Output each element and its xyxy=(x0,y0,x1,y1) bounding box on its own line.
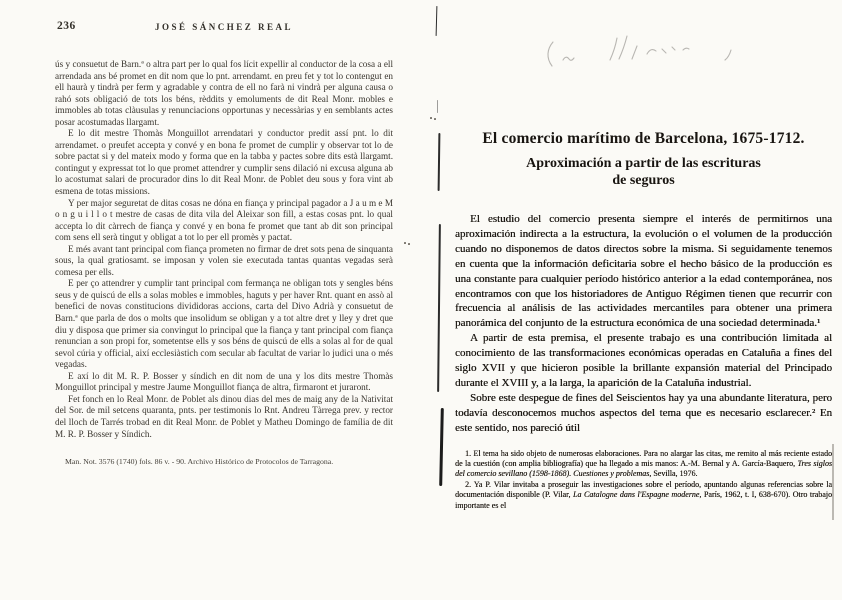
left-page-header xyxy=(55,20,393,35)
article-subtitle-line1: Aproximación a partir de las escrituras xyxy=(526,156,761,171)
paragraph: Y per major seguretat de ditas cosas ne dóna en fiança y principal pagador a J a u m e M o n g u i l l o t mestre de casas de dita vila del Aleixar son fill, a estas cosas pnt. lo qual accepta lo dit càrrech de fiança y convé y en bona fe promet que tant ab dit son principal com sens ell serà tingut y obligat a tot lo per ell promès y pactat. xyxy=(55,197,393,243)
paragraph: E lo dit mestre Thomàs Monguillot arrendatari y conductor predit assí pnt. lo dit arrendamet. o preufet accepta y convé y en bona fe promet de cumplir y observar tot lo de sobre pactat si y del mateix modo y forma que en la tabba y pactes sobre dits està llargamt. contingut y expressat tot lo que promet attendrer y cumplir sens dilació ni excusa alguna ab lo acostumat salari de procurador dins lo dit Real Monr. de Poblet deu sous y fora vint ab esmena de totas missions. xyxy=(55,128,393,197)
page-fold-line xyxy=(436,6,438,36)
page-number: 236 xyxy=(57,20,76,32)
scan-artifact xyxy=(430,117,432,119)
scan-artifact xyxy=(434,118,436,120)
paragraph: El estudio del comercio presenta siempre el interés de permitirnos una aproximación indirecta a la estructura, la evolución o el volumen de la producción cuando no disponemos de datos directos sobre la misma. Si seguidamente tenemos en cuenta que la información deficitaria sobre el hecho básico de la producción es una constante para cualquier período histórico anterior a la edad contemporánea, nos encontramos con que los historiadores de Antiguo Régimen tienen que recurrir con frecuencia al análisis de las actividades mercantiles para obtener una primera panorámica del conjunto de la estructura económica de una sociedad determinada.¹ xyxy=(455,213,832,330)
page-fold-line xyxy=(439,408,444,486)
running-header: JOSÉ SÁNCHEZ REAL xyxy=(154,22,294,32)
paragraph: Fet fonch en lo Real Monr. de Poblet als dinou dias del mes de maig any de la Nativitat del Sor. de mil setcens quaranta, pnts. per testimonis lo Rnt. Andreu Tàrrega prev. y rector del lloch de Tarrés trobad en dit Real Monr. de Poblet y Matheu Domingo de família de dit M. R. P. Bosser y Síndich. xyxy=(55,393,393,439)
page-fold-line xyxy=(437,224,441,392)
article-subtitle-line2: de seguros xyxy=(612,173,675,188)
paragraph: E més avant tant principal com fiança prometen no firmar de dret sots pena de sinquanta sous, la qual gratiosamt. se imposan y volen sie executada tantas quantas vegadas serà comesa per ells. xyxy=(55,243,393,277)
paragraph: A partir de esta premisa, el presente trabajo es una contribución limitada al conocimiento de las transformaciones económicas operadas en Cataluña a fines del siglo XVII y que hicieron posible la brillante expansión material del Principado durante el XVIII y, a la larga, la aparición de la Cataluña industrial. xyxy=(455,332,832,389)
handwritten-annotation xyxy=(543,30,743,78)
paragraph: Sobre este despegue de fines del Seiscientos hay ya una abundante literatura, pero todavía desconocemos muchos aspectos del tema que es necesario esclarecer.² En este sentido, nos pareció útil xyxy=(455,391,832,434)
scan-artifact xyxy=(408,243,410,245)
article-subtitle xyxy=(455,155,832,189)
right-page-footnotes xyxy=(455,449,832,511)
page-fold-line xyxy=(438,133,440,191)
left-page-body xyxy=(55,59,393,440)
paragraph: E axí lo dit M. R. P. Bosser y síndich en dit nom de una y los dits mestre Thomàs Monguillot principal y mestre Jaume Monguillot fiança de altra, firmaront et juraront. xyxy=(55,370,393,393)
footnote: 1. El tema ha sido objeto de numerosas elaboraciones. Para no alargar las citas, me remito al más reciente estado de la cuestión (con amplia bibliografía) que ha llegado a mis manos: A.-M. Bernal y A. García-Baquero, Tres siglos del comercio sevillano (1598-1868). Cuestiones y problemas, Sevilla, 1976. xyxy=(455,448,832,479)
page-fold-line xyxy=(437,100,438,113)
article-title: El comercio marítimo de Barcelona, 1675-1712. xyxy=(482,130,805,147)
paragraph: E per ço attendrer y cumplir tant principal com fermança ne obligan tots y sengles béns seus y de quiscú de ells a solas mobles e immobles, haguts y per haver Rnt. quant en assò al benefici de novas constitucions divididoras accions, carta del Divo Adrià y consuetut de Barn.ª que parla de dos o molts que insolidum se obligan y a tot altre dret y lley y dret que diu y disposa que primer sia convingut lo principal que la fiança y tant principal com fiança renuncian a son propi for, sometentse ells y sos béns de quiscú de ells a solas al for de qual sevol cúria y official, així ecclesiàstich com secular ab facultat de variar lo judici una o més vegadas. xyxy=(55,278,393,370)
footnote: Man. Not. 3576 (1740) fols. 86 v. - 90. Archivo Histórico de Protocolos de Tarragona. xyxy=(65,457,334,467)
right-page-body xyxy=(455,212,832,436)
scan-artifact xyxy=(404,242,406,244)
right-page xyxy=(455,28,832,511)
scan-edge-mark xyxy=(832,444,834,520)
paragraph: ús y consuetut de Barn.ª o altra part per lo qual fos lícit expellir al conductor de la cosa a ell arrendada ans bé promet en dit nom que lo pnt. arrendamt. en preu fet y tot lo contengut en ell haurà y tindrà per ferm y agradable y contra de ell no farà ni vindrà per alguna causa o rahó sots obligació de tots los béns, rèddits y emoluments de dit Real Monr. mobles e immobles ab totas clàusulas y renunciacions opportunas y necessàrias y en semblants actes posar acostumadas llargamt. xyxy=(55,59,393,127)
footnote: 2. Ya P. Vilar invitaba a proseguir las investigaciones sobre el período, apuntando algunas referencias sobre la documentación disponible (P. Vilar, La Catalogne dans l'Espagne moderne, París, 1962, t. I, 638-670). Otro trabajo importante es el xyxy=(455,479,833,510)
left-page xyxy=(55,20,393,467)
